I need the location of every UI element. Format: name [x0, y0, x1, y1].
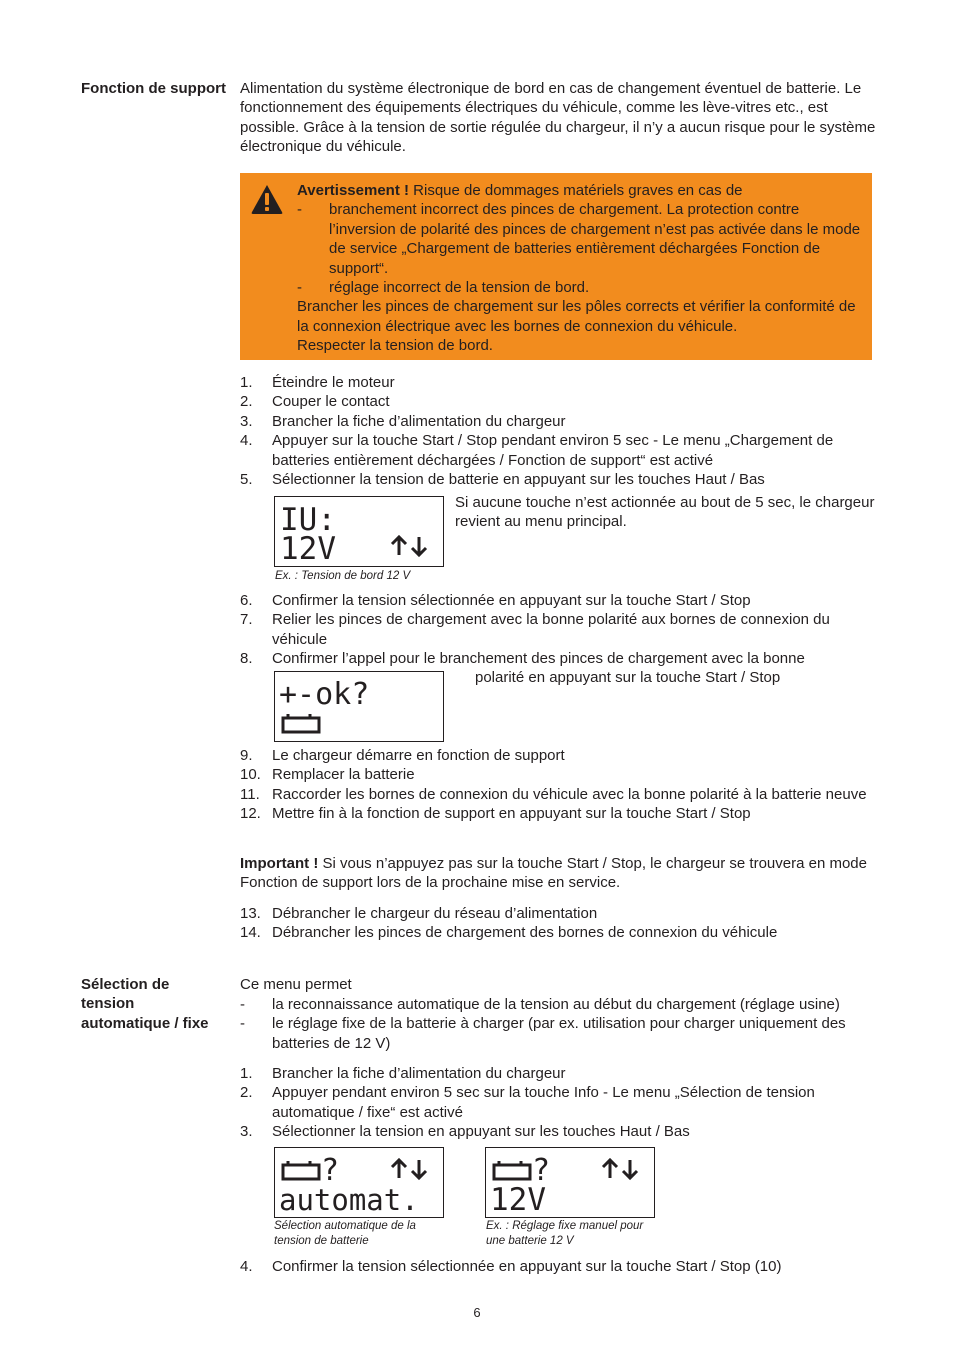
page-number: 6	[473, 1305, 481, 1320]
list-item: 10. Remplacer la batterie	[240, 766, 415, 784]
warning-label: Avertissement !	[297, 182, 409, 199]
steps-list-c	[240, 746, 880, 824]
section-heading-support: Fonction de support	[81, 80, 226, 97]
list-item: 13. Débrancher le chargeur du réseau d’alimentation	[240, 905, 598, 922]
display-caption: Ex. : Réglage fixe manuel pour une batterie 12 V	[486, 1220, 644, 1247]
lcd-line1: IU:	[280, 502, 336, 538]
warning-triangle-icon	[250, 183, 284, 220]
battery-icon	[283, 714, 319, 732]
battery-icon	[283, 1161, 319, 1179]
section-heading-voltage: Sélection de tension automatique / fixe	[81, 976, 209, 1032]
warning-text	[297, 181, 862, 356]
list-item: 14. Débrancher les pinces de chargement des bornes de connexion du véhicule	[240, 924, 778, 942]
display-caption: Ex. : Tension de bord 12 V	[275, 570, 411, 582]
list-item: 11. Raccorder les bornes de connexion du véhicule avec la bonne polarité à la batterie neuve	[240, 785, 867, 803]
list-item: 6. Confirmer la tension sélectionnée en appuyant sur la touche Start / Stop	[240, 592, 751, 609]
steps-list-a	[240, 373, 880, 489]
lcd-display-iu	[274, 496, 444, 567]
lcd-display-ok	[274, 671, 444, 742]
lcd-line1: +-ok?	[279, 677, 370, 712]
list-item: - le réglage fixe de la batterie à charger (par ex. utilisation pour charger uniquement des batteries de 12 V)	[240, 1015, 846, 1052]
steps-list-f	[240, 1257, 880, 1276]
list-item: 12. Mettre fin à la fonction de support en appuyant sur la touche Start / Stop	[240, 805, 751, 823]
warning-footer: Brancher les pinces de chargement sur les pôles corrects et vérifier la conformité de la connexion électrique avec les bornes de connexion du véhicule.	[297, 298, 856, 335]
up-down-arrows-icon	[392, 537, 426, 555]
warning-intro: Risque de dommages matériels graves en cas de	[409, 182, 743, 199]
battery-icon	[494, 1161, 530, 1179]
up-down-arrows-icon	[603, 1160, 637, 1178]
steps-list-e	[240, 1064, 880, 1142]
steps-list-b	[240, 591, 880, 669]
list-item: - la reconnaissance automatique de la tension au début du chargement (réglage usine)	[240, 996, 840, 1013]
list-item: 8. Confirmer l’appel pour le branchement des pinces de chargement avec la bonne	[240, 650, 805, 668]
warning-footer: Respecter la tension de bord.	[297, 337, 493, 355]
lcd-display-automat	[274, 1147, 444, 1218]
important-note: Important ! Si vous n’appuyez pas sur la touche Start / Stop, le chargeur se trouvera en mode Fonction de support lors de la prochaine mise en service.	[240, 855, 867, 892]
lcd-line2: 12V	[280, 531, 336, 566]
list-item: 7. Relier les pinces de chargement avec la bonne polarité aux bornes de connexion du véhicule	[240, 611, 830, 648]
lcd-line2: automat.	[279, 1183, 419, 1217]
lcd-line1: ?	[321, 1153, 340, 1188]
lcd-line2: 12V	[490, 1182, 546, 1217]
list-item: 2. Couper le contact	[240, 393, 390, 411]
warning-item: - réglage incorrect de la tension de bord.	[297, 279, 590, 297]
warning-box	[240, 173, 872, 360]
list-item: 1. Brancher la fiche d’alimentation du chargeur	[240, 1065, 566, 1082]
list-item: 3. Sélectionner la tension en appuyant sur les touches Haut / Bas	[240, 1123, 690, 1141]
list-item: 4. Appuyer sur la touche Start / Stop pendant environ 5 sec - Le menu „Chargement de batteries entièrement déchargées / Fonction de support“ est activé	[240, 432, 834, 469]
list-item: 3. Brancher la fiche d’alimentation du chargeur	[240, 412, 566, 430]
section-intro-voltage: Ce menu permet	[240, 976, 352, 993]
list-item: 2. Appuyer pendant environ 5 sec sur la touche Info - Le menu „Sélection de tension automatique / fixe“ est activé	[240, 1084, 815, 1121]
warning-item: - branchement incorrect des pinces de chargement. La protection contre l’inversion de polarité des pinces de chargement n’est pas activée dans le mode de service „Chargement de batteries entièrement déchargées Fonction de support“.	[297, 201, 861, 277]
section-intro-support: Alimentation du système électronique de bord en cas de changement éventuel de batterie. Le fonctionnement des équipements électriques du véhicule, comme les lève-vitres etc., est possible. Grâce à la tension de sortie régulée du chargeur, il n’y a aucun risque pour le système électronique du véhicule.	[240, 80, 876, 156]
display-caption: Sélection automatique de la tension de batterie	[274, 1220, 416, 1247]
up-down-arrows-icon	[392, 1160, 426, 1178]
list-item: 1. Éteindre le moteur	[240, 374, 395, 391]
display-note: Si aucune touche n’est actionnée au bout de 5 sec, le chargeur revient au menu principal.	[455, 494, 875, 531]
steps-list-d	[240, 904, 880, 943]
bullet-list	[240, 995, 880, 1053]
list-item: 9. Le chargeur démarre en fonction de support	[240, 747, 565, 764]
lcd-display-12v	[485, 1147, 655, 1218]
lcd-line1: ?	[532, 1153, 551, 1188]
list-item: 4. Confirmer la tension sélectionnée en appuyant sur la touche Start / Stop (10)	[240, 1258, 782, 1275]
step8-continuation: polarité en appuyant sur la touche Start / Stop	[475, 669, 781, 686]
list-item: 5. Sélectionner la tension de batterie en appuyant sur les touches Haut / Bas	[240, 471, 765, 489]
